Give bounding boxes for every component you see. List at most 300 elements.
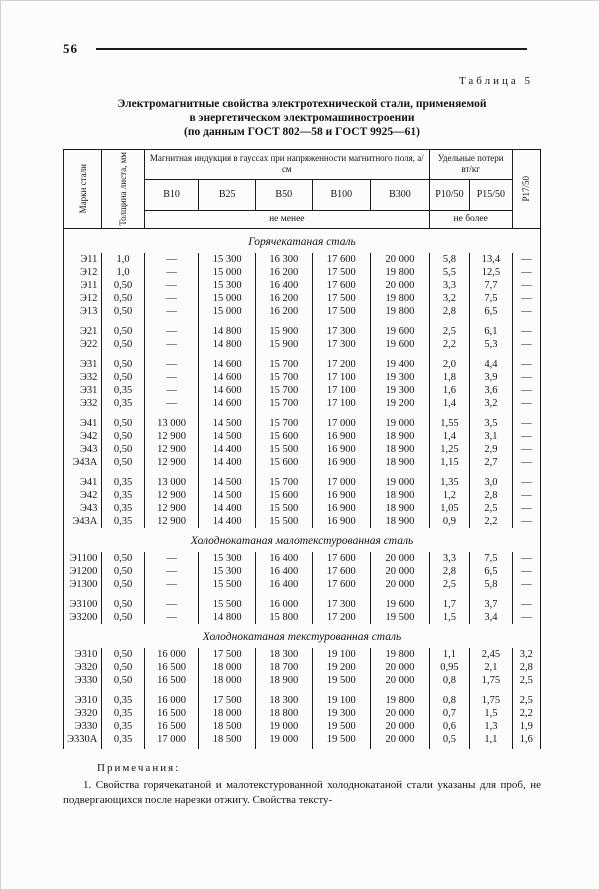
- cell-value: 2,8: [429, 565, 469, 578]
- cell-value: 15 300: [199, 565, 256, 578]
- cell-value: 20 000: [371, 661, 430, 674]
- cell-value: 16 500: [144, 720, 199, 733]
- cell-value: 2,8: [512, 661, 540, 674]
- cell-value: 1,9: [512, 720, 540, 733]
- cell-value: 3,3: [429, 552, 469, 565]
- table-row: [64, 674, 541, 687]
- cell-value: 20 000: [371, 733, 430, 749]
- cell-value: 17 000: [312, 410, 371, 430]
- cell-value: 19 300: [312, 707, 371, 720]
- table-row: [64, 410, 541, 430]
- table-row: [64, 305, 541, 318]
- cell-value: 15 500: [255, 502, 312, 515]
- cell-value: 18 700: [255, 661, 312, 674]
- cell-value: 19 800: [371, 648, 430, 661]
- cell-value: —: [144, 384, 199, 397]
- table-label: Таблица 5: [458, 75, 533, 87]
- cell-value: 2,2: [429, 338, 469, 351]
- col-header-b300: В300: [371, 179, 430, 210]
- cell-value: 16 900: [312, 443, 371, 456]
- cell-value: 16 500: [144, 661, 199, 674]
- cell-value: 16 400: [255, 565, 312, 578]
- cell-value: 1,15: [429, 456, 469, 469]
- cell-mark: Э320: [64, 661, 102, 674]
- cell-value: 20 000: [371, 707, 430, 720]
- cell-thickness: 0,50: [102, 456, 144, 469]
- cell-value: 16 300: [255, 253, 312, 266]
- cell-value: 16 200: [255, 292, 312, 305]
- cell-value: 0,95: [429, 661, 469, 674]
- cell-value: —: [512, 489, 540, 502]
- cell-value: 18 900: [371, 456, 430, 469]
- cell-thickness: 0,50: [102, 292, 144, 305]
- cell-mark: Э43А: [64, 515, 102, 528]
- cell-value: 1,5: [429, 611, 469, 624]
- cell-value: —: [512, 502, 540, 515]
- table-row: [64, 515, 541, 528]
- cell-value: —: [512, 397, 540, 410]
- cell-value: 19 200: [371, 397, 430, 410]
- cell-value: 7,5: [470, 292, 512, 305]
- cell-mark: Э42: [64, 430, 102, 443]
- cell-value: 2,2: [470, 515, 512, 528]
- cell-value: 17 100: [312, 397, 371, 410]
- cell-value: 14 400: [199, 443, 256, 456]
- title-line-2: в энергетическом электромашиностроении: [189, 112, 415, 124]
- cell-mark: Э310: [64, 687, 102, 707]
- cell-value: 15 000: [199, 266, 256, 279]
- cell-thickness: 0,50: [102, 410, 144, 430]
- cell-value: 1,8: [429, 371, 469, 384]
- cell-value: 6,1: [470, 318, 512, 338]
- cell-value: —: [512, 292, 540, 305]
- cell-value: 13 000: [144, 469, 199, 489]
- qualifier-not-less: не менее: [144, 210, 429, 228]
- cell-mark: Э31: [64, 351, 102, 371]
- cell-mark: Э32: [64, 371, 102, 384]
- cell-value: 15 500: [255, 515, 312, 528]
- cell-value: 15 600: [255, 430, 312, 443]
- section-title-row: [64, 528, 541, 552]
- cell-value: 16 500: [144, 707, 199, 720]
- cell-value: 20 000: [371, 552, 430, 565]
- cell-value: 15 300: [199, 253, 256, 266]
- cell-value: 13 000: [144, 410, 199, 430]
- cell-value: 15 700: [255, 469, 312, 489]
- cell-thickness: 0,50: [102, 565, 144, 578]
- cell-thickness: 0,50: [102, 591, 144, 611]
- cell-value: 16 900: [312, 489, 371, 502]
- cell-value: 16 900: [312, 515, 371, 528]
- cell-value: 17 300: [312, 591, 371, 611]
- cell-value: 18 900: [371, 489, 430, 502]
- cell-value: —: [512, 371, 540, 384]
- cell-value: 2,5: [512, 687, 540, 707]
- cell-value: 0,6: [429, 720, 469, 733]
- cell-value: 18 300: [255, 687, 312, 707]
- table-row: [64, 687, 541, 707]
- cell-value: 2,7: [470, 456, 512, 469]
- cell-value: 20 000: [371, 578, 430, 591]
- col-header-b10: В10: [144, 179, 199, 210]
- table-row: [64, 443, 541, 456]
- cell-value: 3,2: [429, 292, 469, 305]
- table-row: [64, 266, 541, 279]
- cell-value: 1,4: [429, 430, 469, 443]
- cell-value: 19 200: [312, 661, 371, 674]
- col-header-mark-label: Марки стали: [77, 164, 88, 214]
- cell-value: 14 400: [199, 502, 256, 515]
- cell-value: —: [512, 305, 540, 318]
- col-header-b100: В100: [312, 179, 371, 210]
- cell-value: 15 900: [255, 318, 312, 338]
- cell-value: 3,6: [470, 384, 512, 397]
- cell-value: 6,5: [470, 305, 512, 318]
- cell-value: 19 800: [371, 292, 430, 305]
- cell-value: 17 500: [312, 292, 371, 305]
- col-header-mark: [64, 150, 102, 229]
- table-row: [64, 552, 541, 565]
- cell-mark: Э310: [64, 648, 102, 661]
- notes-text: 1. Свойства горячекатаной и малотекстурованной холоднокатаной стали указаны для проб, не подвергающихся после нарезки отжигу. Свойства тексту-: [63, 778, 541, 806]
- table-row: [64, 292, 541, 305]
- cell-value: 17 200: [312, 351, 371, 371]
- cell-value: 17 100: [312, 384, 371, 397]
- cell-value: 13,4: [470, 253, 512, 266]
- cell-value: —: [512, 578, 540, 591]
- cell-value: 17 300: [312, 318, 371, 338]
- cell-value: —: [512, 351, 540, 371]
- table-row: [64, 591, 541, 611]
- cell-thickness: 0,50: [102, 648, 144, 661]
- cell-value: 12,5: [470, 266, 512, 279]
- cell-value: 1,05: [429, 502, 469, 515]
- cell-value: 3,2: [470, 397, 512, 410]
- cell-value: 0,5: [429, 733, 469, 749]
- cell-thickness: 0,50: [102, 351, 144, 371]
- table-row: [64, 318, 541, 338]
- cell-value: 1,35: [429, 469, 469, 489]
- qualifier-not-more: не более: [429, 210, 512, 228]
- cell-thickness: 0,35: [102, 515, 144, 528]
- cell-thickness: 0,50: [102, 611, 144, 624]
- cell-value: 14 500: [199, 430, 256, 443]
- cell-value: —: [144, 253, 199, 266]
- cell-value: 2,5: [512, 674, 540, 687]
- cell-value: 12 900: [144, 502, 199, 515]
- cell-value: 18 500: [199, 720, 256, 733]
- cell-value: 16 000: [255, 591, 312, 611]
- cell-thickness: 0,50: [102, 661, 144, 674]
- cell-value: 2,9: [470, 443, 512, 456]
- cell-value: 17 200: [312, 611, 371, 624]
- cell-value: —: [144, 292, 199, 305]
- cell-value: 20 000: [371, 565, 430, 578]
- cell-value: 18 500: [199, 733, 256, 749]
- page-number: 56: [63, 41, 78, 56]
- cell-value: 20 000: [371, 720, 430, 733]
- cell-value: —: [512, 565, 540, 578]
- cell-value: 3,1: [470, 430, 512, 443]
- cell-value: 20 000: [371, 253, 430, 266]
- col-header-b50: В50: [255, 179, 312, 210]
- cell-value: —: [512, 591, 540, 611]
- table-row: [64, 611, 541, 624]
- cell-value: 1,75: [470, 687, 512, 707]
- cell-value: —: [512, 611, 540, 624]
- cell-value: 19 600: [371, 318, 430, 338]
- cell-mark: Э3200: [64, 611, 102, 624]
- cell-value: 12 900: [144, 443, 199, 456]
- cell-value: 2,2: [512, 707, 540, 720]
- section-title-row: [64, 624, 541, 648]
- cell-value: —: [512, 430, 540, 443]
- table-row: [64, 430, 541, 443]
- table-row: [64, 397, 541, 410]
- cell-value: —: [512, 469, 540, 489]
- cell-value: 18 900: [371, 430, 430, 443]
- cell-value: 3,3: [429, 279, 469, 292]
- cell-value: 15 500: [199, 591, 256, 611]
- cell-value: 15 500: [255, 443, 312, 456]
- cell-value: 16 900: [312, 502, 371, 515]
- table-row: [64, 279, 541, 292]
- cell-value: 1,5: [470, 707, 512, 720]
- table-row: [64, 338, 541, 351]
- notes-block: [63, 761, 541, 808]
- cell-value: 16 900: [312, 430, 371, 443]
- cell-value: 0,7: [429, 707, 469, 720]
- cell-value: —: [144, 318, 199, 338]
- table-row: [64, 371, 541, 384]
- page-header: [63, 41, 541, 57]
- cell-value: 15 900: [255, 338, 312, 351]
- cell-thickness: 0,35: [102, 469, 144, 489]
- cell-mark: Э13: [64, 305, 102, 318]
- section-title: Холоднокатаная малотекстурованная сталь: [64, 528, 541, 552]
- cell-value: 17 600: [312, 253, 371, 266]
- cell-value: 19 000: [371, 410, 430, 430]
- cell-value: 2,5: [429, 318, 469, 338]
- title-line-3: (по данным ГОСТ 802—58 и ГОСТ 9925—61): [184, 126, 420, 138]
- cell-mark: Э31: [64, 384, 102, 397]
- cell-value: 1,6: [429, 384, 469, 397]
- cell-value: 19 500: [312, 674, 371, 687]
- cell-thickness: 0,50: [102, 371, 144, 384]
- cell-mark: Э12: [64, 266, 102, 279]
- cell-mark: Э32: [64, 397, 102, 410]
- col-header-b25: В25: [199, 179, 256, 210]
- cell-value: 2,1: [470, 661, 512, 674]
- cell-thickness: 0,50: [102, 430, 144, 443]
- cell-mark: Э12: [64, 292, 102, 305]
- cell-value: 18 000: [199, 674, 256, 687]
- cell-value: 17 000: [144, 733, 199, 749]
- cell-value: 0,9: [429, 515, 469, 528]
- table-row: [64, 253, 541, 266]
- cell-value: 16 200: [255, 305, 312, 318]
- cell-thickness: 1,0: [102, 253, 144, 266]
- cell-value: 14 500: [199, 410, 256, 430]
- cell-value: —: [512, 338, 540, 351]
- cell-mark: Э1300: [64, 578, 102, 591]
- cell-thickness: 0,50: [102, 305, 144, 318]
- cell-value: 15 000: [199, 305, 256, 318]
- cell-value: —: [144, 266, 199, 279]
- cell-value: —: [144, 305, 199, 318]
- cell-mark: Э3100: [64, 591, 102, 611]
- cell-mark: Э11: [64, 279, 102, 292]
- cell-value: 19 100: [312, 687, 371, 707]
- cell-value: 18 000: [199, 707, 256, 720]
- cell-value: 17 300: [312, 338, 371, 351]
- cell-value: 2,0: [429, 351, 469, 371]
- cell-value: —: [144, 371, 199, 384]
- cell-value: 19 800: [371, 687, 430, 707]
- cell-value: 17 600: [312, 279, 371, 292]
- cell-value: 12 900: [144, 515, 199, 528]
- cell-value: 1,4: [429, 397, 469, 410]
- col-header-thickness: [102, 150, 144, 229]
- title-line-1: Электромагнитные свойства электротехнической стали, применяемой: [117, 98, 487, 110]
- cell-value: 18 900: [371, 502, 430, 515]
- cell-thickness: 0,50: [102, 279, 144, 292]
- cell-value: 15 600: [255, 489, 312, 502]
- table-row: [64, 565, 541, 578]
- cell-mark: Э320: [64, 707, 102, 720]
- cell-value: —: [512, 552, 540, 565]
- cell-value: 18 800: [255, 707, 312, 720]
- cell-value: 1,55: [429, 410, 469, 430]
- cell-value: 12 900: [144, 430, 199, 443]
- cell-value: 16 000: [144, 687, 199, 707]
- cell-value: 15 000: [199, 292, 256, 305]
- cell-value: —: [144, 611, 199, 624]
- col-header-thickness-label: Толщина листа, мм: [118, 152, 129, 226]
- cell-value: 5,8: [429, 253, 469, 266]
- cell-value: —: [512, 318, 540, 338]
- cell-mark: Э43А: [64, 456, 102, 469]
- cell-thickness: 0,50: [102, 674, 144, 687]
- cell-mark: Э1200: [64, 565, 102, 578]
- cell-value: 18 000: [199, 661, 256, 674]
- cell-value: —: [512, 253, 540, 266]
- cell-value: —: [512, 266, 540, 279]
- cell-value: 17 000: [312, 469, 371, 489]
- cell-value: 16 000: [144, 648, 199, 661]
- cell-value: 2,5: [470, 502, 512, 515]
- cell-mark: Э330: [64, 720, 102, 733]
- group-header-losses: Удельные потери вт/кг: [429, 150, 512, 180]
- cell-value: 19 100: [312, 648, 371, 661]
- cell-value: 19 500: [371, 611, 430, 624]
- cell-value: 0,8: [429, 687, 469, 707]
- cell-value: 12 900: [144, 456, 199, 469]
- cell-value: 17 600: [312, 578, 371, 591]
- cell-value: 18 300: [255, 648, 312, 661]
- cell-value: 15 700: [255, 384, 312, 397]
- cell-value: 19 000: [255, 733, 312, 749]
- cell-value: 5,5: [429, 266, 469, 279]
- cell-value: 1,3: [470, 720, 512, 733]
- cell-value: 20 000: [371, 674, 430, 687]
- cell-value: 17 500: [312, 266, 371, 279]
- cell-value: 14 600: [199, 384, 256, 397]
- cell-thickness: 0,50: [102, 338, 144, 351]
- cell-value: —: [512, 279, 540, 292]
- cell-value: 3,2: [512, 648, 540, 661]
- cell-value: 15 700: [255, 351, 312, 371]
- cell-value: 14 600: [199, 351, 256, 371]
- cell-mark: Э1100: [64, 552, 102, 565]
- notes-heading: Примечания:: [97, 761, 181, 774]
- col-header-p15-50: Р15/50: [470, 179, 512, 210]
- cell-value: 2,5: [429, 578, 469, 591]
- cell-value: 16 500: [144, 674, 199, 687]
- cell-thickness: 0,50: [102, 578, 144, 591]
- cell-thickness: 0,35: [102, 489, 144, 502]
- cell-value: —: [144, 565, 199, 578]
- cell-value: 16 400: [255, 578, 312, 591]
- cell-value: 19 800: [371, 305, 430, 318]
- cell-value: 19 600: [371, 338, 430, 351]
- cell-mark: Э21: [64, 318, 102, 338]
- section-title-row: [64, 228, 541, 253]
- cell-value: 17 100: [312, 371, 371, 384]
- cell-value: 19 800: [371, 266, 430, 279]
- table-row: [64, 661, 541, 674]
- cell-value: 5,8: [470, 578, 512, 591]
- cell-value: —: [144, 279, 199, 292]
- cell-value: 19 500: [312, 720, 371, 733]
- cell-value: 7,5: [470, 552, 512, 565]
- cell-value: 19 600: [371, 591, 430, 611]
- cell-value: 19 000: [371, 469, 430, 489]
- cell-value: 14 500: [199, 469, 256, 489]
- cell-value: 15 300: [199, 552, 256, 565]
- cell-value: —: [144, 591, 199, 611]
- table-row: [64, 648, 541, 661]
- cell-thickness: 0,35: [102, 707, 144, 720]
- table-row: [64, 707, 541, 720]
- cell-value: 14 500: [199, 489, 256, 502]
- cell-mark: Э22: [64, 338, 102, 351]
- cell-mark: Э11: [64, 253, 102, 266]
- cell-value: 14 800: [199, 318, 256, 338]
- document-title: [63, 97, 541, 139]
- cell-value: 18 900: [371, 443, 430, 456]
- cell-thickness: 1,0: [102, 266, 144, 279]
- cell-value: 14 800: [199, 338, 256, 351]
- cell-value: 19 300: [371, 384, 430, 397]
- cell-value: 14 600: [199, 397, 256, 410]
- cell-thickness: 0,35: [102, 384, 144, 397]
- cell-value: 16 400: [255, 279, 312, 292]
- cell-value: 18 900: [255, 674, 312, 687]
- cell-value: 19 400: [371, 351, 430, 371]
- cell-value: 0,8: [429, 674, 469, 687]
- section-title: Горячекатаная сталь: [64, 228, 541, 253]
- cell-value: 15 300: [199, 279, 256, 292]
- cell-value: 16 200: [255, 266, 312, 279]
- cell-mark: Э330А: [64, 733, 102, 749]
- cell-value: 17 500: [199, 648, 256, 661]
- cell-value: 4,4: [470, 351, 512, 371]
- cell-value: 1,25: [429, 443, 469, 456]
- cell-value: 15 800: [255, 611, 312, 624]
- cell-value: 19 300: [371, 371, 430, 384]
- cell-value: 17 500: [199, 687, 256, 707]
